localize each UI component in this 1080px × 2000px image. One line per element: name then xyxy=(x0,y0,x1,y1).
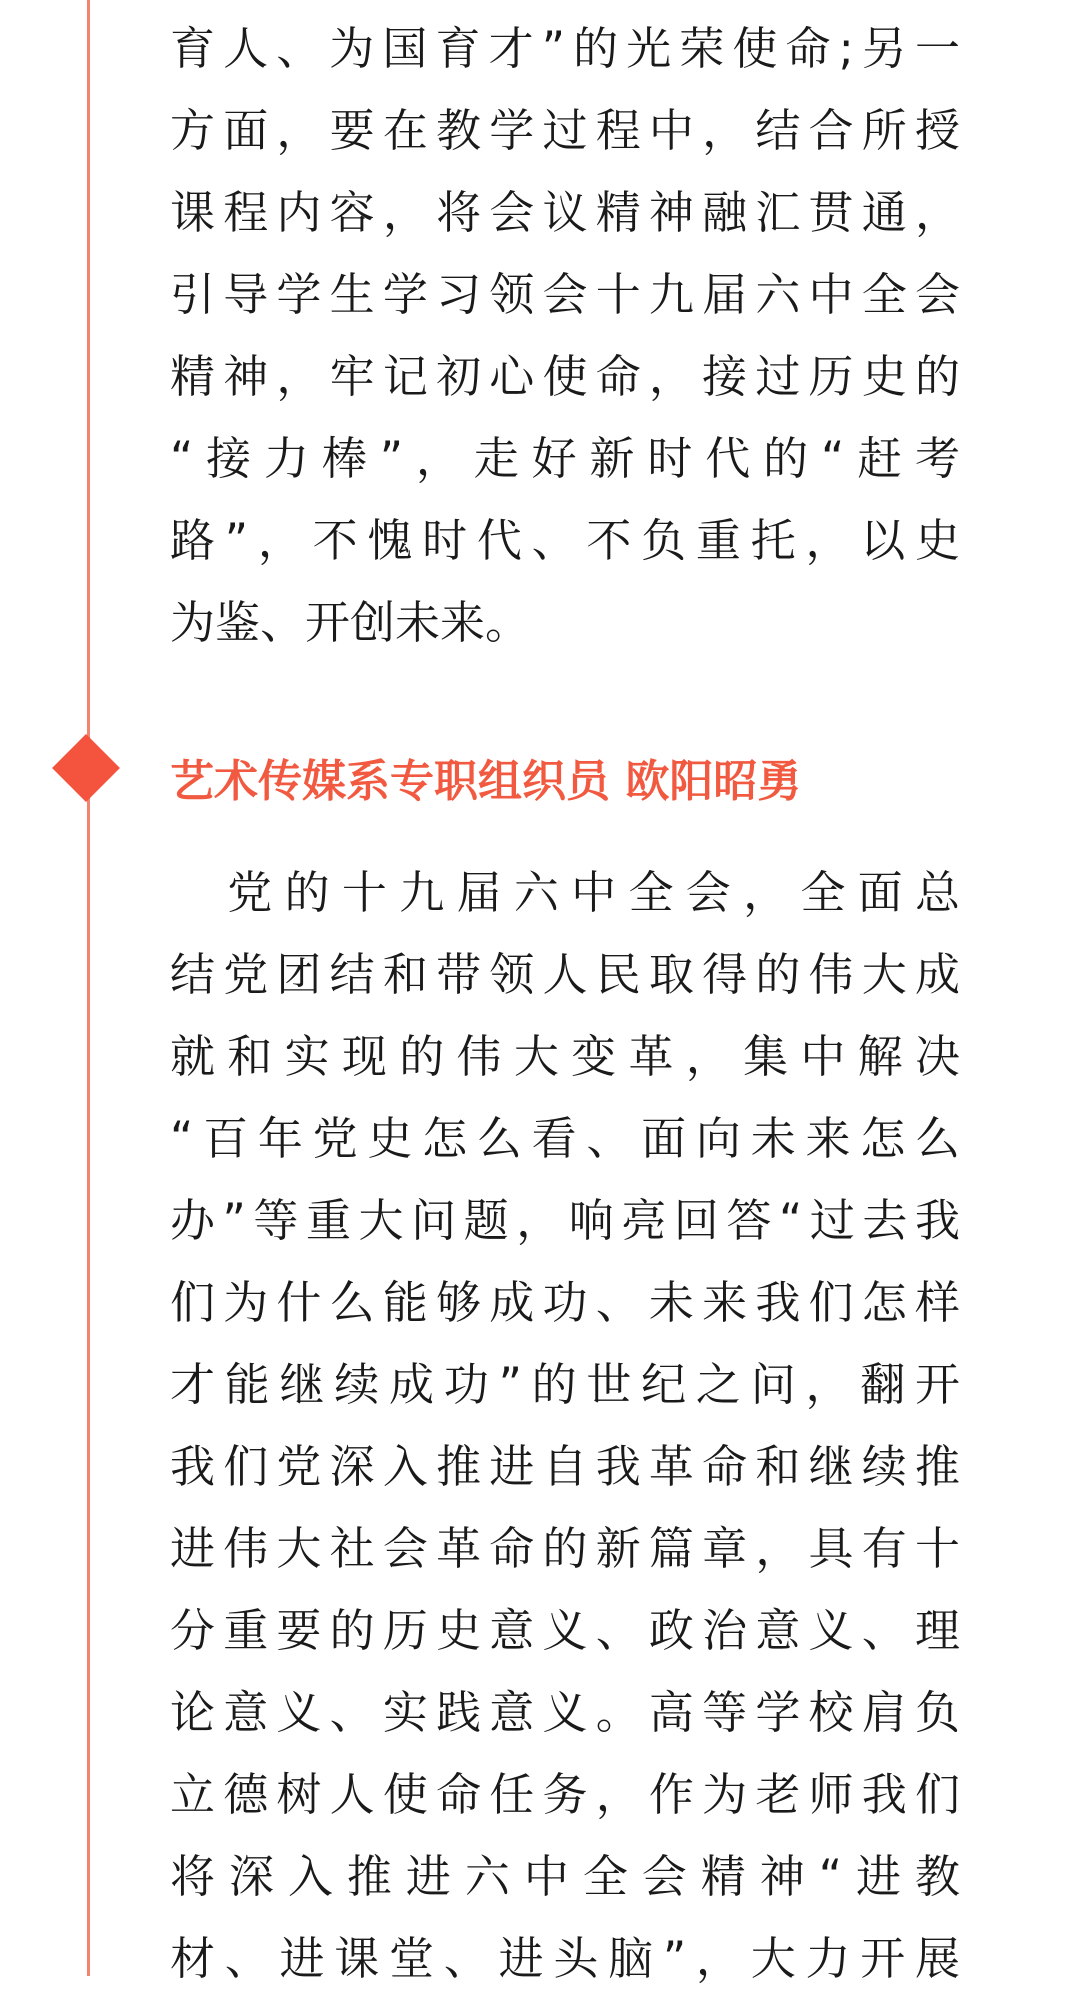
section-heading: 艺术传媒系专职组织员 欧阳昭勇 xyxy=(170,756,802,807)
paragraph-line: 立德树人使命任务，作为老师我们 xyxy=(170,1768,960,1821)
paragraph-line: 我们党深入推进自我革命和继续推 xyxy=(170,1440,960,1493)
paragraph-line: 路”，不愧时代、不负重托，以史 xyxy=(170,514,960,567)
paragraph-line: 课程内容，将会议精神融汇贯通， xyxy=(170,186,960,239)
paragraph-section-one xyxy=(170,8,960,664)
paragraph-line: 进伟大社会革命的新篇章，具有十 xyxy=(170,1522,960,1575)
paragraph-line: 论意义、实践意义。高等学校肩负 xyxy=(170,1686,960,1739)
paragraph-line: 育人、为国育才”的光荣使命;另一 xyxy=(170,22,960,75)
paragraph-line: 材、进课堂、进头脑”，大力开展 xyxy=(170,1932,960,1985)
paragraph-line: 就和实现的伟大变革，集中解决 xyxy=(170,1030,960,1083)
timeline-line xyxy=(87,0,90,1976)
paragraph-line: 引导学生学习领会十九届六中全会 xyxy=(170,268,960,321)
paragraph-line: 精神，牢记初心使命，接过历史的 xyxy=(170,350,960,403)
paragraph-line: 党的十九届六中全会，全面总 xyxy=(170,866,960,919)
paragraph-line: 方面，要在教学过程中，结合所授 xyxy=(170,104,960,157)
timeline-diamond-marker xyxy=(52,734,120,802)
paragraph-line: 们为什么能够成功、未来我们怎样 xyxy=(170,1276,960,1329)
paragraph-line: 将深入推进六中全会精神“进教 xyxy=(170,1850,960,1903)
paragraph-section-two xyxy=(170,852,960,2000)
paragraph-line: 为鉴、开创未来。 xyxy=(170,596,531,649)
paragraph-line: 结党团结和带领人民取得的伟大成 xyxy=(170,948,960,1001)
paragraph-line: “接力棒”，走好新时代的“赶考 xyxy=(170,432,960,485)
paragraph-line: 才能继续成功”的世纪之问，翻开 xyxy=(170,1358,960,1411)
paragraph-line: “百年党史怎么看、面向未来怎么 xyxy=(170,1112,960,1165)
paragraph-line: 办”等重大问题，响亮回答“过去我 xyxy=(170,1194,960,1247)
paragraph-line: 分重要的历史意义、政治意义、理 xyxy=(170,1604,960,1657)
